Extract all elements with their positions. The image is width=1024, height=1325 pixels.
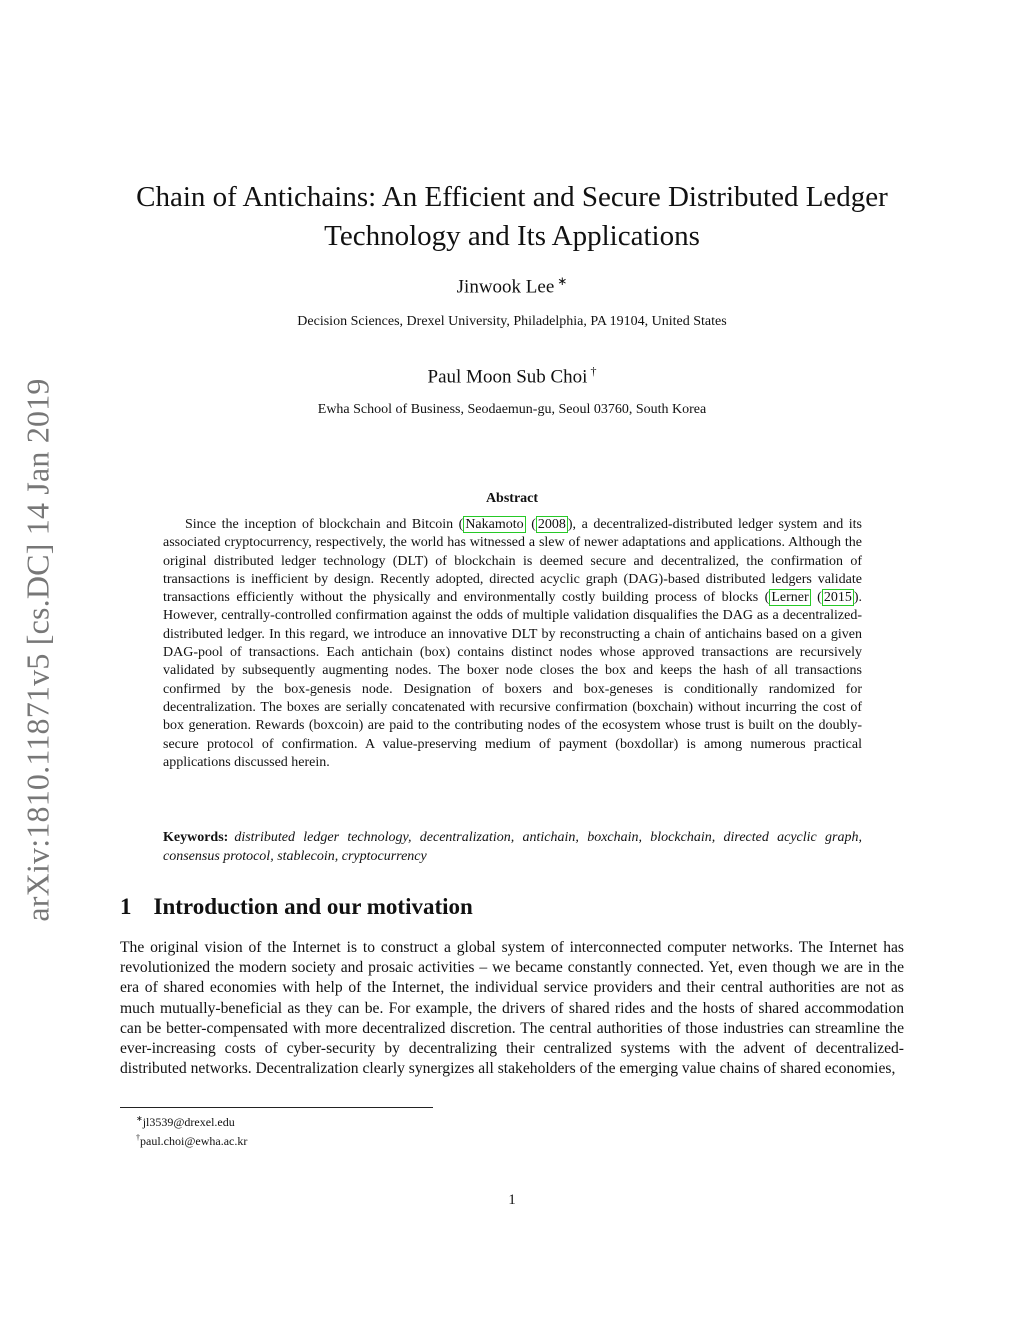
keywords <box>163 828 862 866</box>
author-1-name: Jinwook Lee <box>456 276 555 298</box>
author-2 <box>120 364 904 388</box>
introduction-paragraph: The original vision of the Internet is to construct a global system of interconnected computer networks. The Internet has revolutionized the modern society and prosaic activities – we became constantly connected. Yet, even though we are in the era of shared economies with help of the Internet, the individual service providers and their central authorities are not as much mutually-beneficial as they can be. For example, the drivers of shared rides and the hosts of shared accommodation can be better-compensated with more decentralized discretion. The central authorities of those industries can streamline the ever-increasing costs of cyber-security by decentralizing their centralized systems with the advent of decentralized-distributed networks. Decentralization clearly synergizes all stakeholders of the emerging value chains of shared economies, <box>120 939 904 1078</box>
citation-link-nakamoto-year[interactable]: 2008 <box>537 517 566 532</box>
author-1-footnote-mark[interactable]: ∗ <box>557 274 568 288</box>
footnote-2-email[interactable]: paul.choi@ewha.ac.kr <box>140 1134 248 1148</box>
arxiv-identifier-stamp <box>14 360 62 940</box>
footnote-divider <box>120 1107 433 1108</box>
citation-link-lerner-year[interactable]: 2015 <box>823 590 852 606</box>
author-1 <box>120 274 904 298</box>
section-heading <box>120 894 473 920</box>
author-2-name: Paul Moon Sub Choi <box>427 366 588 388</box>
author-2-affiliation: Ewha School of Business, Seodaemun-gu, Seoul 03760, South Korea <box>317 402 707 417</box>
footnote-1 <box>136 1111 247 1130</box>
page-number: 1 <box>508 1192 516 1208</box>
keywords-list: distributed ledger technology, decentralization, antichain, boxchain, blockchain, directed acyclic graph, consensus protocol, stablecoin, cryptocurrency <box>163 830 862 864</box>
abstract-body: Since the inception of blockchain and Bitcoin ( Nakamoto ( 2008 ), a decentralized-distributed ledger system and its associated cryptocurrency, respectively, the world has witnessed a slew of newer adaptations and applications. Although the original distributed ledger technology (DLT) of blockchain is deemed secure and decentralized, the confirmation of transactions is inefficient by design. Recently adopted, directed acyclic graph (DAG)-based distributed ledgers validate transactions efficiently without the physically and environmentally costly building process of blocks ( Lerner ( 2015 ). However, centrally-controlled confirmation against the odds of multiple validation disqualifies the DAG as a decentralized-distributed ledger. In this regard, we introduce an innovative DLT by reconstructing a chain of antichains based on a given DAG-pool of transactions. Each antichain (box) contains distinct nodes whose approved transactions are recursively validated by subsequently augmenting nodes. The boxer node closes the box and keeps the hash of all transactions confirmed by the box-genesis node. Designation of boxers and box-geneses is conditionally randomized for decentralization. The boxes are serially concatenated with recursive confirmation (boxchain) without incurring the cost of box generation. Rewards (boxcoin) are paid to the contributing nodes of the ecosystem whose trust is built on the doubly-secure protocol of confirmation. A value-preserving medium of payment (boxdollar) is among numerous practical applications discussed herein. <box>163 517 862 770</box>
footnote-1-mark: ∗ <box>136 1114 143 1123</box>
citation-link-nakamoto[interactable]: Nakamoto <box>465 517 524 532</box>
footnote-1-email[interactable]: jl3539@drexel.edu <box>142 1115 235 1129</box>
arxiv-identifier-text: arXiv:1810.11871v5 [cs.DC] 14 Jan 2019 <box>19 378 56 922</box>
abstract-text-2: ), a decentralized-distributed ledger system and its associated cryptocurrency, respectively, the world has witnessed a slew of newer adaptations and applications. Although the original distributed ledger technology (DLT) of blockchain is deemed secure and decentralized, the confirmation of transactions is inefficient by design. Recently adopted, directed acyclic graph (DAG)-based distributed ledgers validate transactions efficiently without the physically and environmentally costly building process of blocks ( <box>163 517 862 606</box>
abstract-heading: Abstract <box>485 491 539 506</box>
footnote-2-mark: † <box>136 1133 140 1142</box>
author-1-affiliation: Decision Sciences, Drexel University, Philadelphia, PA 19104, United States <box>297 314 727 329</box>
citation-link-lerner[interactable]: Lerner <box>771 590 809 606</box>
section-title: Introduction and our motivation <box>153 894 473 919</box>
section-number: 1 <box>120 894 132 919</box>
abstract-text-3: ). However, centrally-controlled confirmation against the odds of multiple validation disqualifies the DAG as a decentralized-distributed ledger. In this regard, we introduce an innovative DLT by reconstructing a chain of antichains based on a given DAG-pool of transactions. Each antichain (box) contains distinct nodes whose approved transactions are recursively validated by subsequently augmenting nodes. The boxer node closes the box and keeps the hash of all transactions confirmed by the box-genesis node. Designation of boxers and box-geneses is conditionally randomized for decentralization. The boxes are serially concatenated with recursive confirmation (boxchain) without incurring the cost of box generation. Rewards (boxcoin) are paid to the contributing nodes of the ecosystem whose trust is built on the doubly-secure protocol of confirmation. A value-preserving medium of payment (boxdollar) is among numerous practical applications discussed herein. <box>163 590 862 770</box>
abstract-text-1: Since the inception of blockchain and Bitcoin ( <box>185 517 464 532</box>
keywords-label: Keywords: <box>163 830 229 845</box>
footnote-2 <box>136 1130 247 1149</box>
paper-title: Chain of Antichains: An Efficient and Secure Distributed Ledger Technology and Its Applications <box>136 181 888 252</box>
author-2-footnote-mark[interactable]: † <box>590 364 597 378</box>
footnotes <box>136 1111 247 1149</box>
